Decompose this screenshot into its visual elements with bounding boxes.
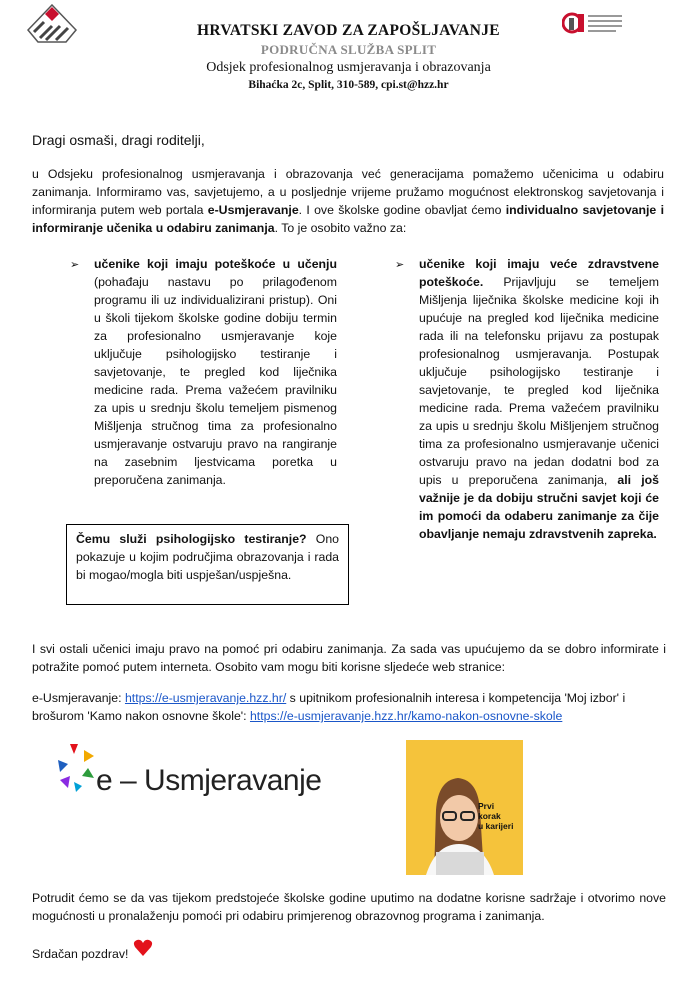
bullet-heading: učenike koji imaju veće zdravstvene poteškoće. [419,257,659,289]
brochure-image [406,740,523,875]
caption-line: u karijeri [478,821,514,831]
paragraph-others: I svi ostali učenici imaju pravo na pomoć pri odabiru zanimanja. Za sada vas upućujemo da se dobro informirate i potražite pomoć putem interneta. Osobito vam mogu biti korisne sljedeće web stranice: [32,642,666,674]
heart-icon [133,939,153,957]
arrow-bullet-icon: ➢ [395,259,405,271]
arrow-bullet-icon: ➢ [70,259,80,271]
caption-line: Prvi [478,801,495,811]
intro-bold-counseling: individualno savjetovanje i informiranje učenika u odabiru zanimanja [32,203,664,235]
bullet-emphasis: ali još važnije je da dobiju stručni savjet koji će im pomoći da odaberu zanimanje za čije obavljanje nemaju zdravstvenih zapreka. [419,473,659,541]
brochure-caption [478,801,513,831]
address-line: Bihaćka 2c, Split, 310-589, cpi.st@hzz.hr [248,79,449,91]
e-usmjeravanje-logo-icon [54,742,98,792]
bullet-text: (pohađaju nastavu po prilagođenom programu ili uz individualizirani pristup). Oni u školi tijekom školske godine dobiju termin za profesionalno usmjeravanje koje uključuje psihologijsko testiranje i savjetovanje, te pregled kod liječnika medicine rada. Prema važećem pravilniku za upis u srednju školu temeljem pismenog Mišljenja stručnog tima za profesionalno usmjeravanje ostvaruju pravo na rangiranje na zasebnim ljestvicama poretka u preporučena zanimanja. [94,275,337,487]
bullet-health-difficulties [395,255,659,543]
greeting: Dragi osmaši, dragi roditelji, [32,132,205,148]
intro-bold-portal: e-Usmjeravanje [207,203,299,217]
bullet-learning-difficulties [70,255,337,489]
links-prefix: e-Usmjeravanje: [32,691,125,705]
bullet-heading: učenike koji imaju poteškoće u učenju [94,257,337,271]
links-middle: s upitnikom profesionalnih interesa i kompetencija 'Moj izbor' i brošurom 'Kamo nakon osnovne škole': [32,691,626,723]
psych-testing-box [66,524,349,605]
intro-text: . I ove školske godine obavljat ćemo [298,203,506,217]
links-paragraph [32,689,666,725]
branch-name: PODRUČNA SLUŽBA SPLIT [260,42,437,57]
paragraph-closing: Potrudit ćemo se da vas tijekom predstojeće školske godine uputimo na dodatne korisne sadržaje i otvorimo nove mogućnosti u pronalaženju pomoći pri odabiru primjerenog obrazovnog programa i zanimanja. [32,891,666,923]
intro-paragraph [32,165,664,237]
box-answer: Ono pokazuje u kojim područjima obrazovanja i rada bi mogao/mogla biti uspješan/uspješna. [76,532,339,582]
link-e-usmjeravanje[interactable]: https://e-usmjeravanje.hzz.hr/ [124,691,287,705]
org-name: HRVATSKI ZAVOD ZA ZAPOŠLJAVANJE [197,22,500,39]
e-usmjeravanje-logo-text: e – Usmjeravanje [96,764,322,797]
link-kamo-nakon-osnovne[interactable]: https://e-usmjeravanje.hzz.hr/kamo-nakon-osnovne-skole [249,709,563,723]
bullet-text: Prijavljuju se temeljem Mišljenja liječnika školske medicine koji ih upućuje na pregled kod liječnika medicine rada ili na telefonsku prijavu za postupak profesionalnog usmjeravanja. Postupak uključuje psihologijsko testiranje i savjetovanje, te pregled kod liječnika medicine rada. Prema važećem pravilniku za upis u srednju školu Mišljenjem stručnog tima za profesionalno usmjeravanje učenici ostvaruju pravo na jedan dodatni bod za upis u preporučena zanimanja, [419,275,659,487]
intro-text: u Odsjeku profesionalnog usmjeravanja i obrazovanja već generacijama pomažemo učenicima u odabiru zanimanja. Informiramo vas, savjetujemo, a u posljednje vrijeme pružamo mogućnost elektronskog savjetovanja i informiranja putem web portala [32,167,664,217]
intro-text: . To je osobito važno za: [274,221,407,235]
caption-line: korak [478,811,501,821]
closing-greeting: Srdačan pozdrav! [32,947,129,961]
department-name: Odsjek profesionalnog usmjeravanja i obrazovanja [206,60,491,75]
box-question: Čemu služi psihologijsko testiranje? [76,532,307,546]
